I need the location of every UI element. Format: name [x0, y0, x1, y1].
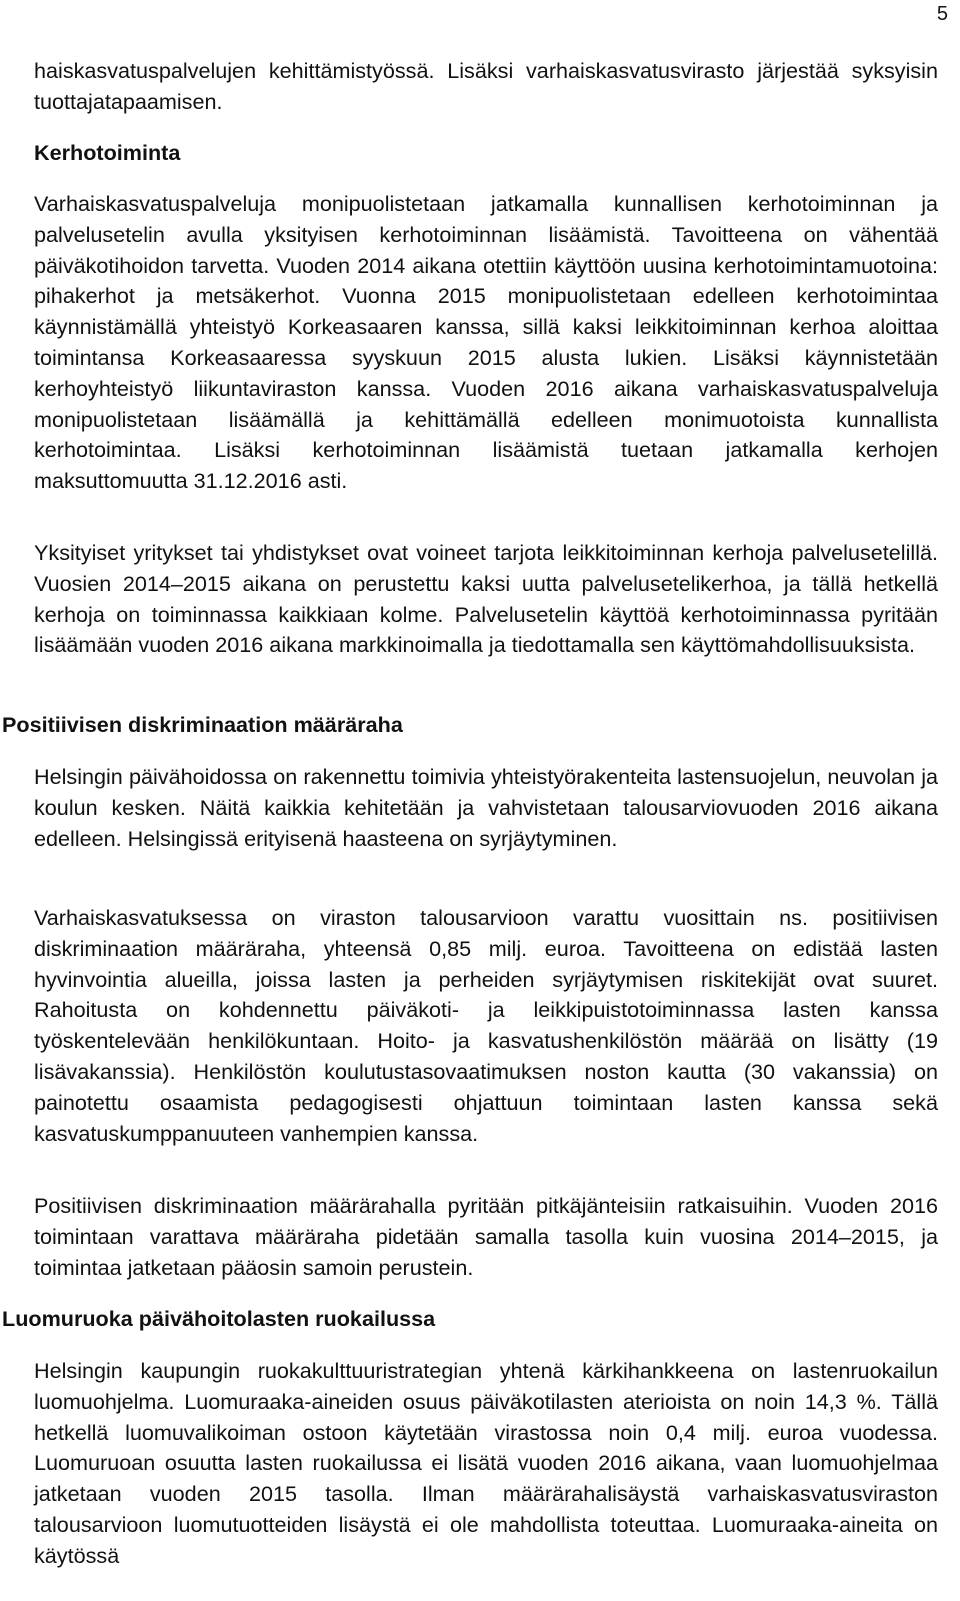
- page-number: 5: [936, 3, 948, 25]
- paragraph-kerhotoiminta-1: Varhaiskasvatuspalveluja monipuolistetaan jatkamalla kunnallisen kerhotoiminnan ja palvelusetelin avulla yksityisen kerhotoiminnan lisäämistä. Tavoitteena on vähentää päiväkotihoidon tarvetta. Vuoden 2014 aikana otettiin käyttöön uusina kerhotoimintamuotoina: pihakerhot ja metsäkerhot. Vuonna 2015 monipuolistetaan edelleen kerhotoimintaa käynnistämällä yhteistyö Korkeasaaren kanssa, sillä kaksi leikkitoiminnan kerhoa aloittaa toimintansa Korkeasaaressa syyskuun 2015 alusta lukien. Lisäksi käynnistetään kerhoyhteistyö liikuntaviraston kanssa. Vuoden 2016 aikana varhaiskasvatuspalveluja monipuolistetaan lisäämällä ja kehittämällä edelleen monimuotoista kunnallista kerhotoimintaa. Lisäksi kerhotoiminnan lisäämistä tuetaan jatkamalla kerhojen maksuttomuutta 31.12.2016 asti.: [34, 191, 938, 494]
- paragraph-positiivinen-1: Helsingin päivähoidossa on rakennettu toimivia yhteistyörakenteita lastensuojelun, neuvolan ja koulun kesken. Näitä kaikkia kehitetään ja vahvistetaan talousarviovuoden 2016 aikana edelleen. Helsingissä erityisenä haasteena on syrjäytyminen.: [34, 764, 938, 851]
- paragraph-luomuruoka-1: Helsingin kaupungin ruokakulttuuristrategian yhtenä kärkihankkeena on lastenruokailun luomuohjelma. Luomuraaka-aineiden osuus päiväkotilasten aterioista on noin 14,3 %. Tällä hetkellä luomuvalikoiman ostoon käytetään virastossa noin 0,4 milj. euroa vuodessa. Luomuruoan osuutta lasten ruokailussa ei lisätä vuoden 2016 aikana, vaan luomuohjelmaa jatketaan vuoden 2015 tasolla. Ilman määrärahalisäystä varhaiskasvatusviraston talousarvioon luomutuotteiden lisäystä ei ole mahdollista toteuttaa. Luomuraaka-aineita on käytössä: [34, 1358, 938, 1568]
- paragraph-intro: haiskasvatuspalvelujen kehittämistyössä. Lisäksi varhaiskasvatusvirasto järjestää syksyisin tuottajatapaamisen.: [34, 58, 938, 114]
- paragraph-positiivinen-3: Positiivisen diskriminaation määrärahalla pyritään pitkäjänteisiin ratkaisuihin. Vuoden 2016 toimintaan varattava määräraha pidetään samalla tasolla kuin vuosina 2014–2015, ja toimintaa jatketaan pääosin samoin perustein.: [34, 1193, 938, 1280]
- heading-positiivinen-diskriminaatio: Positiivisen diskriminaation määräraha: [2, 712, 403, 737]
- paragraph-positiivinen-2: Varhaiskasvatuksessa on viraston talousarvioon varattu vuosittain ns. positiivisen diskriminaation määräraha, yhteensä 0,85 milj. euroa. Tavoitteena on edistää lasten hyvinvointia alueilla, joissa lasten ja perheiden syrjäytymisen riskitekijät ovat suuret. Rahoitusta on kohdennettu päiväkoti- ja leikkipuistotoiminnassa lasten kanssa työskentelevään henkilökuntaan. Hoito- ja kasvatushenkilöstön määrää on lisätty (19 lisävakanssia). Henkilöstön koulutustasovaatimuksen noston kautta (30 vakanssia) on painotettu osaamista pedagogisesti ohjattuun toimintaan lasten kanssa sekä kasvatuskumppanuuteen vanhempien kanssa.: [34, 905, 938, 1146]
- paragraph-kerhotoiminta-2: Yksityiset yritykset tai yhdistykset ovat voineet tarjota leikkitoiminnan kerhoja palvelusetelillä. Vuosien 2014–2015 aikana on perustettu kaksi uutta palvelusetelikerhoa, ja tällä hetkellä kerhoja on toiminnassa kaikkiaan kolme. Palvelusetelin käyttöä kerhotoiminnassa pyritään lisäämään vuoden 2016 aikana markkinoimalla ja tiedottamalla sen käyttömahdollisuuksista.: [34, 540, 938, 658]
- heading-kerhotoiminta: Kerhotoiminta: [34, 140, 181, 165]
- heading-luomuruoka: Luomuruoka päivähoitolasten ruokailussa: [2, 1306, 436, 1331]
